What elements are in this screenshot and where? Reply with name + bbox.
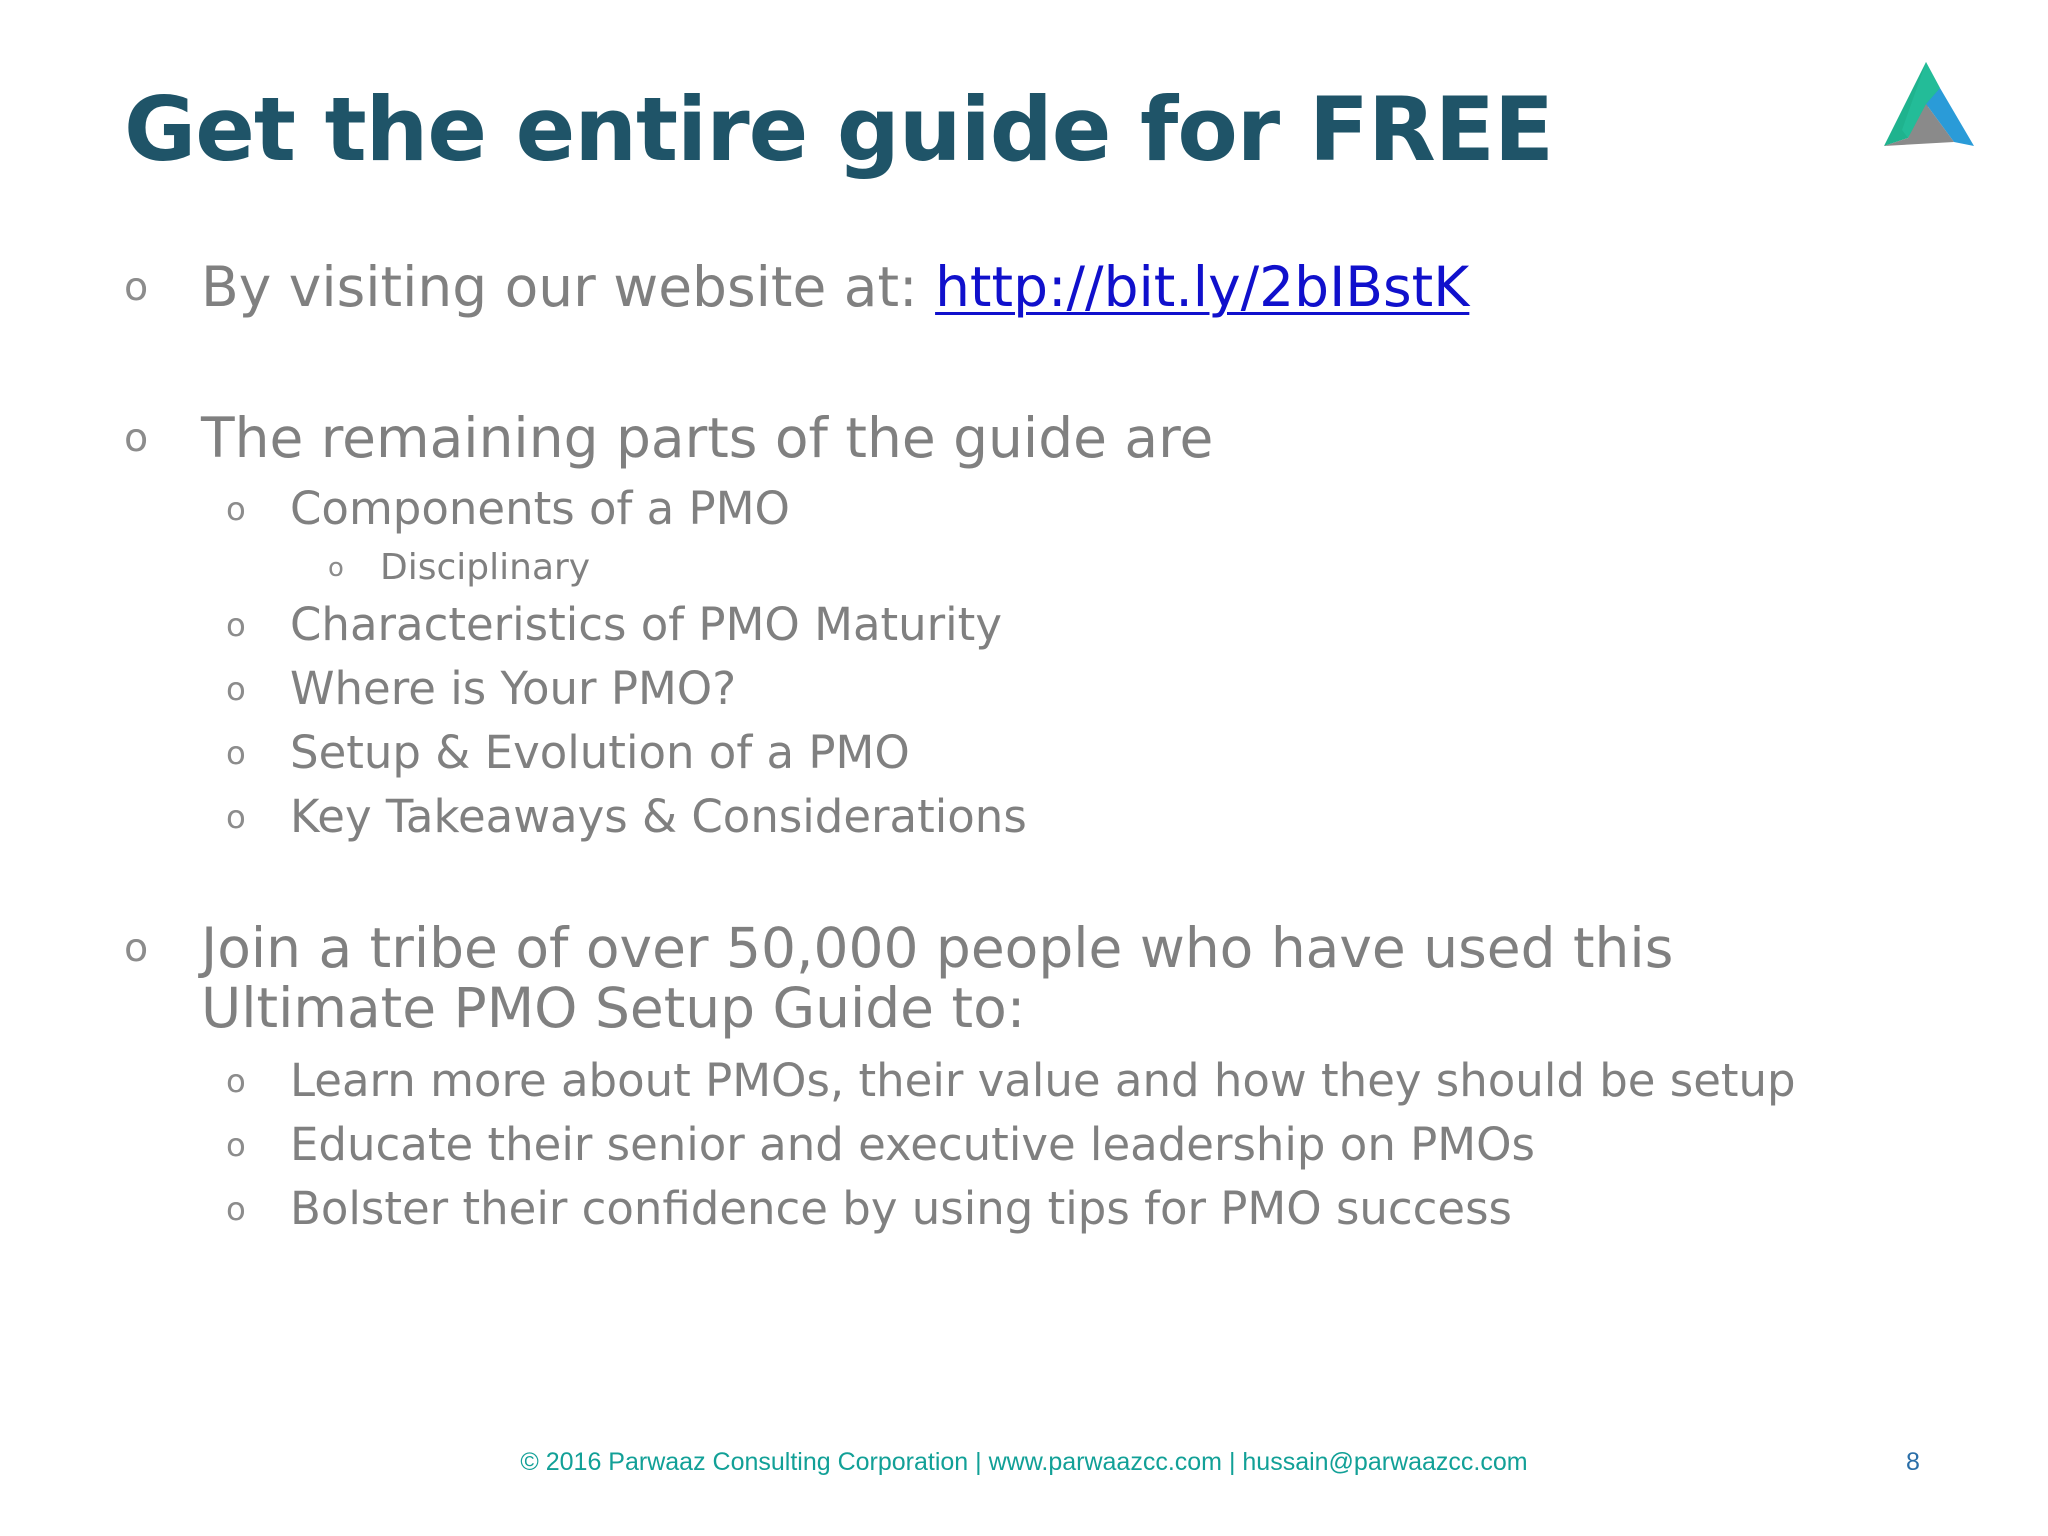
use-text: Learn more about PMOs, their value and how they should be setup [290,1054,1796,1107]
bullet-marker: o [226,1190,246,1228]
bullet-join-tribe [124,918,1914,1038]
bullet-marker: o [226,1062,246,1100]
bullet-marker: o [226,734,246,772]
list-item [226,1053,1916,1109]
list-item [226,1181,1916,1237]
bullet-remaining-parts [124,407,1914,469]
part-text: Key Takeaways & Considerations [290,790,1027,843]
part-text: Disciplinary [380,547,591,588]
slide-title: Get the entire guide for FREE [124,78,1553,181]
remaining-text: The remaining parts of the guide are [201,406,1214,470]
guide-link[interactable]: http://bit.ly/2bIBstK [935,255,1470,319]
bullet-marker: o [124,264,149,310]
list-item [226,481,1916,537]
use-text: Educate their senior and executive leadership on PMOs [290,1118,1535,1171]
list-item [226,725,1916,781]
bullet-marker: o [226,798,246,836]
bullet-visit-website [124,256,1914,318]
list-item [226,597,1916,653]
bullet-marker: o [226,490,246,528]
part-text: Where is Your PMO? [290,662,737,715]
list-item [226,1117,1916,1173]
list-item [328,546,1828,590]
visit-text: By visiting our website at: [201,255,936,319]
slide-footer: © 2016 Parwaaz Consulting Corporation | www.parwaazcc.com | hussain@parwaazcc.com [520,1448,1528,1476]
list-item [226,661,1916,717]
part-text: Components of a PMO [290,482,790,535]
bullet-marker: o [226,1126,246,1164]
bullet-marker: o [124,415,149,461]
page-number: 8 [1906,1448,1920,1476]
part-text: Setup & Evolution of a PMO [290,726,910,779]
bullet-marker: o [226,670,246,708]
bullet-marker: o [124,925,149,971]
bullet-marker: o [226,606,246,644]
join-text: Join a tribe of over 50,000 people who have used this Ultimate PMO Setup Guide to: [201,916,1674,1040]
parwaaz-logo-icon [1880,58,1976,148]
list-item [226,789,1916,845]
part-text: Characteristics of PMO Maturity [290,598,1002,651]
use-text: Bolster their confidence by using tips for PMO success [290,1182,1512,1235]
bullet-marker: o [328,553,344,583]
